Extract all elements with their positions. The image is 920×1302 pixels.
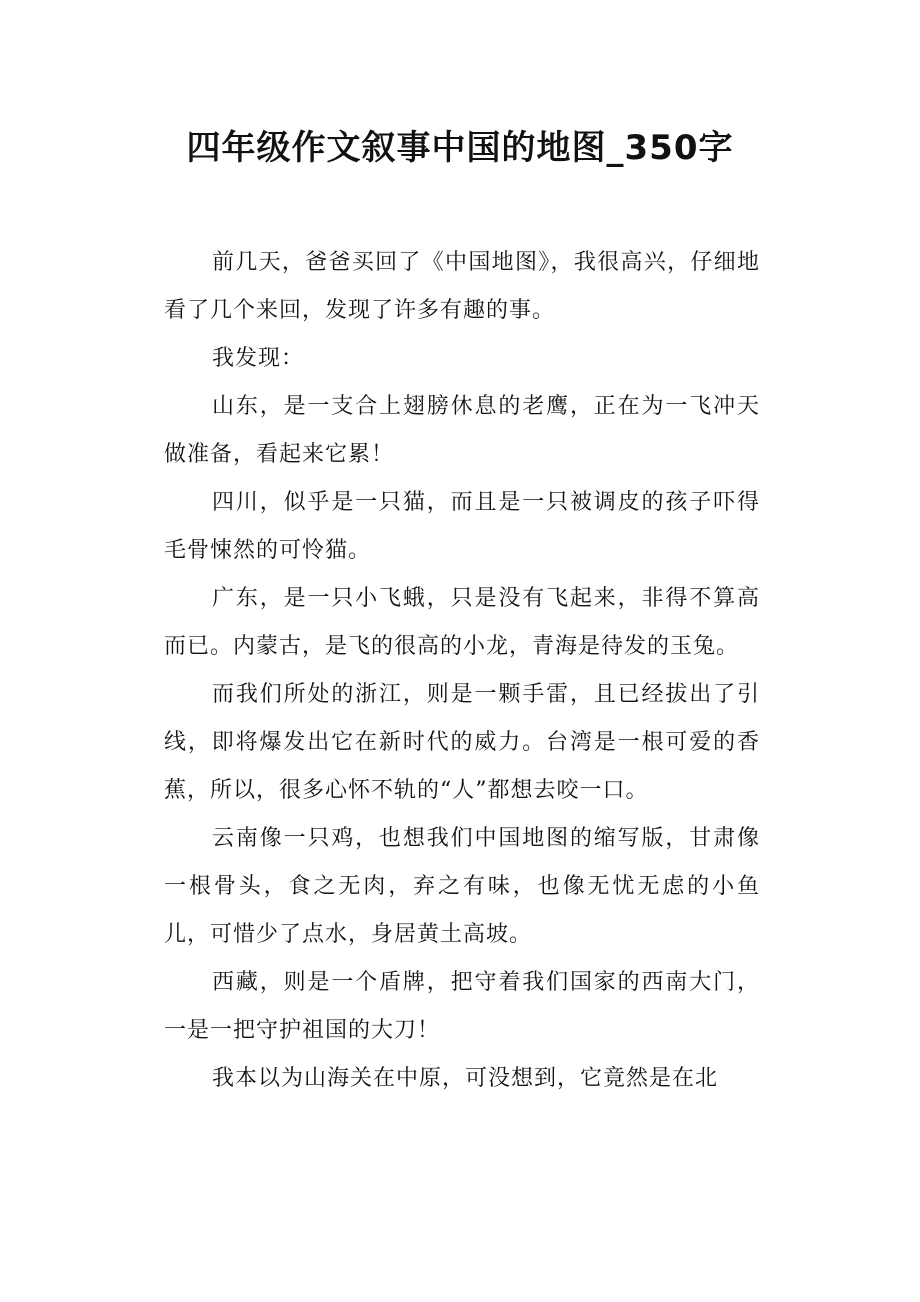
paragraph: 前几天，爸爸买回了《中国地图》，我很高兴，仔细地看了几个来回，发现了许多有趣的事。 xyxy=(164,250,760,323)
paragraph: 我本以为山海关在中原，可没想到，它竟然是在北 xyxy=(212,1066,719,1091)
paragraph: 云南像一只鸡，也想我们中国地图的缩写版，甘肃像一根骨头，食之无肉，弃之有味，也像无忧无虑的小鱼儿，可惜少了点水，身居黄土高坡。 xyxy=(164,826,760,947)
paragraph: 西藏，则是一个盾牌，把守着我们国家的西南大门，一是一把守护祖国的大刀！ xyxy=(164,970,760,1043)
document-title: 四年级作文叙事中国的地图_350字 xyxy=(186,128,734,168)
document-body xyxy=(164,239,760,1103)
paragraph: 我发现： xyxy=(212,346,305,371)
paragraph: 广东，是一只小飞蛾，只是没有飞起来，非得不算高而已。内蒙古，是飞的很高的小龙，青海是待发的玉兔。 xyxy=(164,586,760,659)
paragraph: 山东，是一支合上翅膀休息的老鹰，正在为一飞冲天做准备，看起来它累！ xyxy=(164,394,760,467)
paragraph: 四川，似乎是一只猫，而且是一只被调皮的孩子吓得毛骨悚然的可怜猫。 xyxy=(164,490,760,563)
paragraph: 而我们所处的浙江，则是一颗手雷，且已经拔出了引线，即将爆发出它在新时代的威力。台湾是一根可爱的香蕉，所以，很多心怀不轨的“人”都想去咬一口。 xyxy=(164,682,760,803)
